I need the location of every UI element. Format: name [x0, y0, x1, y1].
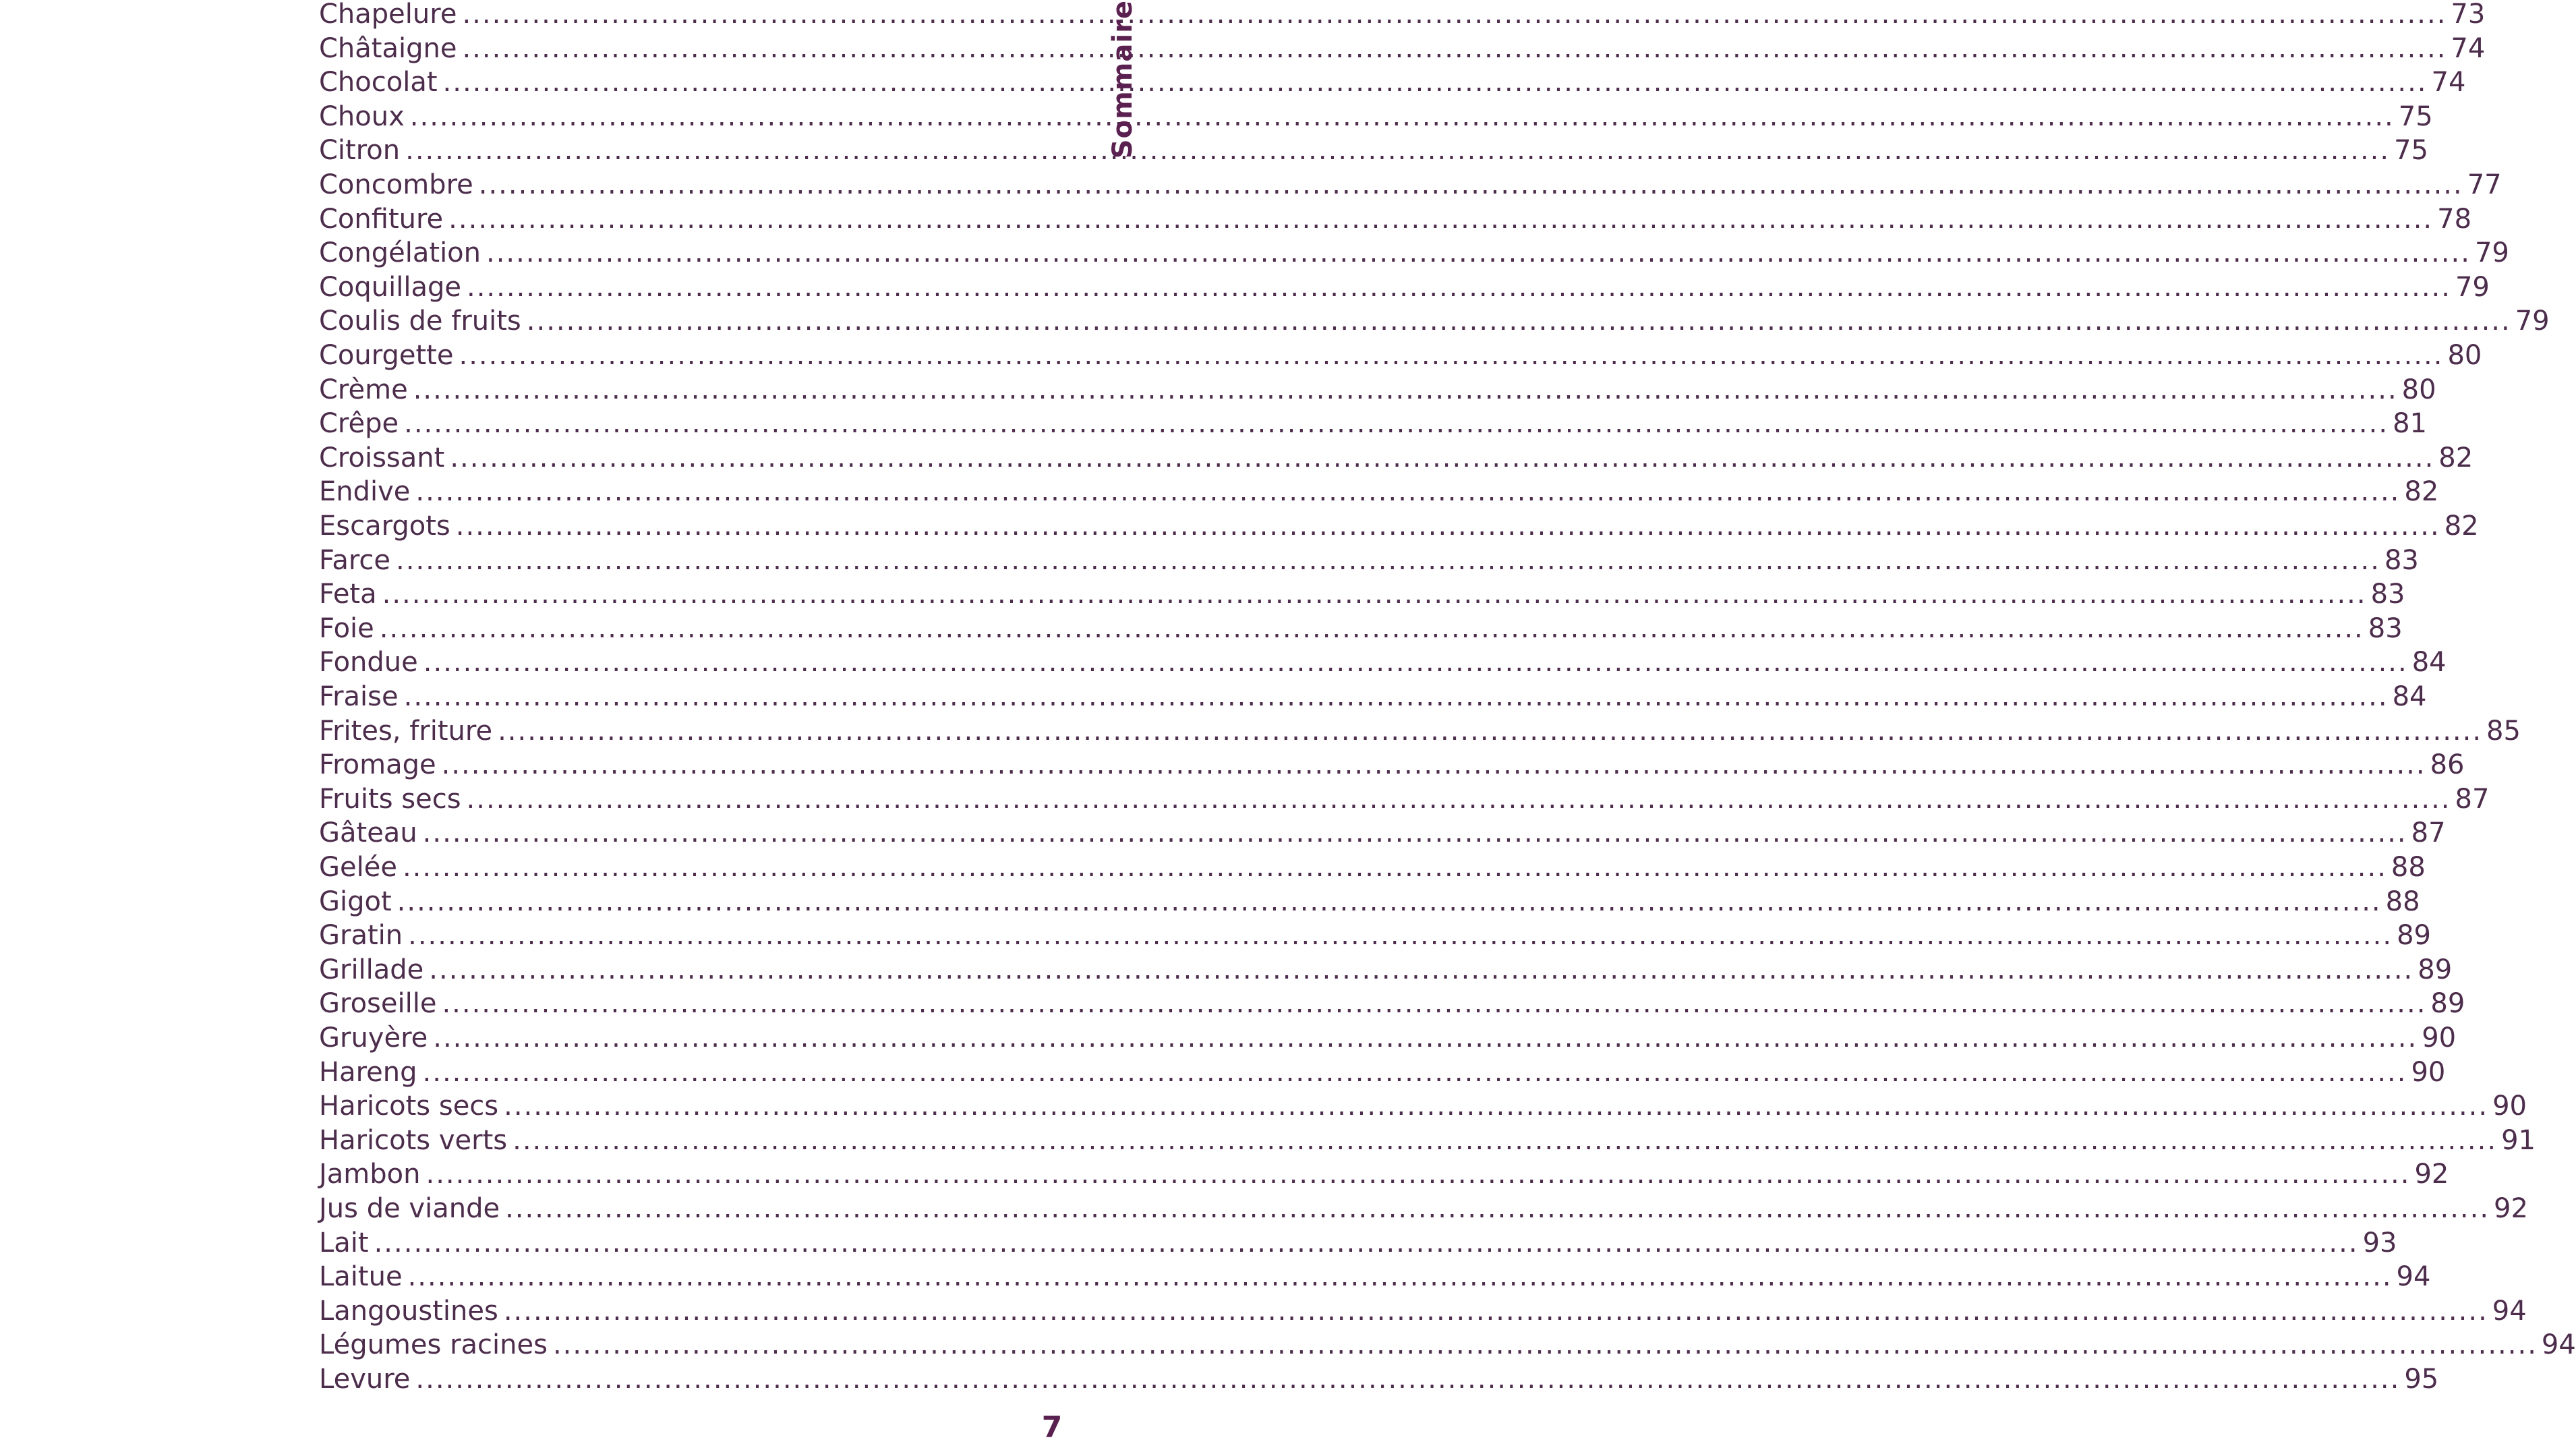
- toc-entry-page: 94: [2541, 1329, 2576, 1361]
- toc-entry-page: 84: [2411, 647, 2447, 678]
- toc-dot-leader: ........................................................................................................................................................................................................: [462, 32, 2447, 64]
- toc-dot-leader: ........................................................................................................................................................................................................: [467, 271, 2451, 303]
- toc-entry-page: 87: [2411, 817, 2446, 849]
- toc-dot-leader: ........................................................................................................................................................................................................: [422, 817, 2407, 849]
- toc-dot-leader: ........................................................................................................................................................................................................: [504, 1091, 2489, 1122]
- toc-entry-label: Gâteau: [319, 817, 417, 849]
- toc-entry-label: Coulis de fruits: [319, 306, 521, 337]
- toc-entry-page: 83: [2368, 612, 2403, 644]
- toc-entry[interactable]: [319, 919, 2431, 953]
- toc-dot-leader: ........................................................................................................................................................................................................: [450, 442, 2435, 473]
- toc-entry-page: 89: [2418, 954, 2453, 985]
- toc-entry-label: Gelée: [319, 852, 397, 883]
- toc-entry-page: 92: [2494, 1193, 2528, 1224]
- toc-entry[interactable]: [319, 680, 2427, 714]
- toc-entry-page: 94: [2396, 1261, 2431, 1293]
- toc-entry-label: Chocolat: [319, 67, 438, 98]
- toc-dot-leader: ........................................................................................................................................................................................................: [415, 1364, 2401, 1395]
- toc-entry[interactable]: [319, 1328, 2576, 1362]
- toc-entry-page: 82: [2438, 442, 2473, 473]
- toc-entry-label: Crêpe: [319, 408, 399, 440]
- toc-entry-label: Croissant: [319, 442, 445, 473]
- toc-entry-page: 78: [2437, 203, 2472, 235]
- toc-entry[interactable]: [319, 475, 2439, 509]
- toc-entry-label: Hareng: [319, 1056, 417, 1088]
- toc-entry[interactable]: [319, 32, 2486, 66]
- toc-entry-page: 80: [2401, 374, 2436, 405]
- toc-entry-label: Gruyère: [319, 1022, 428, 1053]
- toc-entry-label: Jambon: [319, 1159, 421, 1190]
- toc-dot-leader: ........................................................................................................................................................................................................: [396, 544, 2380, 576]
- toc-dot-leader: ........................................................................................................................................................................................................: [526, 306, 2511, 337]
- toc-dot-leader: ........................................................................................................................................................................................................: [422, 1056, 2407, 1088]
- toc-dot-leader: ........................................................................................................................................................................................................: [374, 1227, 2359, 1259]
- page-number: 7: [1041, 1410, 1063, 1445]
- toc-entry-page: 81: [2393, 408, 2427, 440]
- toc-dot-leader: ........................................................................................................................................................................................................: [415, 476, 2401, 508]
- toc-entry[interactable]: [319, 714, 2521, 749]
- toc-dot-leader: ........................................................................................................................................................................................................: [466, 783, 2451, 815]
- toc-entry-label: Congélation: [319, 237, 481, 269]
- toc-entry-label: Grillade: [319, 954, 424, 985]
- toc-entry-label: Foie: [319, 612, 374, 644]
- toc-entry[interactable]: [319, 270, 2490, 305]
- toc-entry-label: Coquillage: [319, 271, 461, 303]
- toc-entry-label: Confiture: [319, 203, 444, 235]
- toc-dot-leader: ........................................................................................................................................................................................................: [455, 511, 2440, 542]
- toc-entry-page: 85: [2486, 715, 2521, 747]
- toc-entry-page: 94: [2492, 1295, 2527, 1327]
- toc-entry-label: Crème: [319, 374, 408, 405]
- toc-entry-page: 83: [2384, 544, 2419, 576]
- toc-entry-label: Jus de viande: [319, 1193, 500, 1224]
- toc-dot-leader: ........................................................................................................................................................................................................: [382, 579, 2367, 610]
- toc-entry[interactable]: [319, 100, 2433, 134]
- toc-entry-page: 89: [2430, 988, 2465, 1020]
- toc-entry-label: Gratin: [319, 920, 403, 952]
- toc-entry-label: Choux: [319, 100, 405, 132]
- toc-entry-page: 74: [2451, 32, 2486, 64]
- toc-entry-page: 82: [2404, 476, 2439, 508]
- toc-entry-page: 84: [2392, 681, 2427, 712]
- toc-dot-leader: ........................................................................................................................................................................................................: [462, 0, 2447, 30]
- toc-entry-page: 82: [2444, 511, 2479, 542]
- toc-entry[interactable]: [319, 953, 2453, 987]
- toc-entry[interactable]: [319, 1226, 2397, 1261]
- toc-dot-leader: ........................................................................................................................................................................................................: [486, 237, 2471, 269]
- toc-entry[interactable]: [319, 612, 2403, 646]
- toc-dot-leader: ........................................................................................................................................................................................................: [498, 715, 2483, 747]
- toc-entry-page: 86: [2430, 749, 2465, 781]
- toc-entry-label: Lait: [319, 1227, 369, 1259]
- toc-entry-label: Laitue: [319, 1261, 403, 1293]
- toc-entry[interactable]: [319, 373, 2436, 407]
- toc-dot-leader: ........................................................................................................................................................................................................: [505, 1193, 2490, 1224]
- toc-entry-page: 88: [2385, 886, 2420, 917]
- toc-entry-page: 90: [2422, 1022, 2457, 1053]
- toc-dot-leader: ........................................................................................................................................................................................................: [503, 1295, 2488, 1327]
- toc-entry[interactable]: [319, 1260, 2431, 1294]
- toc-dot-leader: ........................................................................................................................................................................................................: [513, 1124, 2498, 1156]
- toc-entry[interactable]: [319, 1089, 2527, 1124]
- toc-entry-label: Levure: [319, 1364, 411, 1395]
- toc-entry-label: Gigot: [319, 886, 392, 917]
- toc-dot-leader: ........................................................................................................................................................................................................: [426, 1159, 2411, 1190]
- toc-dot-leader: ........................................................................................................................................................................................................: [413, 374, 2398, 405]
- toc-entry-page: 90: [2492, 1091, 2527, 1122]
- toc-entry[interactable]: [319, 441, 2473, 475]
- toc-entry-page: 89: [2397, 920, 2431, 952]
- toc-entry[interactable]: [319, 407, 2427, 441]
- toc-dot-leader: ........................................................................................................................................................................................................: [441, 749, 2426, 781]
- toc-entry[interactable]: [319, 65, 2466, 100]
- toc-entry-page: 79: [2515, 306, 2550, 337]
- toc-entry-label: Farce: [319, 544, 391, 576]
- toc-dot-leader: ........................................................................................................................................................................................................: [433, 1022, 2418, 1053]
- toc-entry-page: 80: [2447, 340, 2482, 371]
- toc-entry-label: Endive: [319, 476, 411, 508]
- toc-dot-leader: ........................................................................................................................................................................................................: [442, 67, 2428, 98]
- toc-entry[interactable]: [319, 885, 2420, 919]
- toc-entry-label: Citron: [319, 135, 401, 167]
- toc-dot-leader: ........................................................................................................................................................................................................: [459, 340, 2444, 371]
- toc-entry-page: 92: [2414, 1159, 2449, 1190]
- toc-entry-label: Haricots verts: [319, 1124, 508, 1156]
- toc-entry-label: Fromage: [319, 749, 436, 781]
- toc-entry-page: 73: [2451, 0, 2486, 30]
- toc-entry-label: Langoustines: [319, 1295, 498, 1327]
- toc-entry[interactable]: [319, 168, 2502, 202]
- side-title-text: Sommaire: [1107, 0, 1138, 159]
- toc-entry[interactable]: [319, 782, 2490, 817]
- toc-entry[interactable]: [319, 987, 2465, 1021]
- toc-entry-page: 77: [2467, 169, 2502, 200]
- toc-entry[interactable]: [319, 1021, 2457, 1055]
- toc-entry[interactable]: [319, 1157, 2449, 1192]
- side-section-title: [1103, 0, 1143, 162]
- toc-entry-label: Chapelure: [319, 0, 457, 30]
- toc-entry-page: 74: [2431, 67, 2466, 98]
- toc-entry-label: Frites, friture: [319, 715, 493, 747]
- toc-entry-page: 88: [2391, 852, 2426, 883]
- toc-entry-page: 91: [2501, 1124, 2536, 1156]
- toc-dot-leader: ........................................................................................................................................................................................................: [448, 203, 2434, 235]
- toc-entry-label: Fondue: [319, 647, 418, 678]
- toc-entry-label: Fraise: [319, 681, 399, 712]
- toc-dot-leader: ........................................................................................................................................................................................................: [379, 612, 2364, 644]
- toc-entry-label: Courgette: [319, 340, 454, 371]
- toc-dot-leader: ........................................................................................................................................................................................................: [442, 988, 2427, 1020]
- toc-entry[interactable]: [319, 816, 2446, 850]
- toc-entry[interactable]: [319, 339, 2482, 373]
- toc-entry[interactable]: [319, 544, 2419, 578]
- toc-dot-leader: ........................................................................................................................................................................................................: [409, 100, 2395, 132]
- toc-dot-leader: ........................................................................................................................................................................................................: [408, 920, 2393, 952]
- toc-entry-page: 95: [2404, 1364, 2439, 1395]
- toc-entry-label: Légumes racines: [319, 1329, 548, 1361]
- toc-entry-label: Châtaigne: [319, 32, 457, 64]
- toc-entry-page: 87: [2455, 783, 2490, 815]
- toc-entry-page: 75: [2394, 135, 2428, 167]
- toc-entry[interactable]: [319, 202, 2472, 237]
- toc-entry[interactable]: [319, 645, 2447, 680]
- toc-entry[interactable]: [319, 134, 2428, 168]
- toc-entry-page: 79: [2474, 237, 2509, 269]
- toc-entry[interactable]: [319, 850, 2426, 885]
- toc-dot-leader: ........................................................................................................................................................................................................: [407, 1261, 2393, 1293]
- toc-entry[interactable]: [319, 509, 2479, 544]
- toc-entry-page: 83: [2370, 579, 2405, 610]
- toc-entry[interactable]: [319, 577, 2405, 612]
- toc-entry-page: 93: [2362, 1227, 2397, 1259]
- toc-dot-leader: ........................................................................................................................................................................................................: [404, 408, 2389, 440]
- toc-entry[interactable]: [319, 1294, 2527, 1329]
- toc-dot-leader: ........................................................................................................................................................................................................: [397, 886, 2382, 917]
- toc-entry-page: 90: [2411, 1056, 2446, 1088]
- toc-dot-leader: ........................................................................................................................................................................................................: [405, 135, 2391, 167]
- toc-entry[interactable]: [319, 748, 2465, 782]
- toc-entry[interactable]: [319, 1362, 2439, 1397]
- toc-entry[interactable]: [319, 304, 2550, 339]
- toc-entry[interactable]: [319, 0, 2486, 32]
- toc-entry[interactable]: [319, 1124, 2536, 1158]
- toc-entry[interactable]: [319, 1055, 2446, 1090]
- toc-dot-leader: ........................................................................................................................................................................................................: [478, 169, 2463, 200]
- toc-entry-label: Feta: [319, 579, 377, 610]
- toc-entry-label: Escargots: [319, 511, 450, 542]
- toc-dot-leader: ........................................................................................................................................................................................................: [429, 954, 2414, 985]
- toc-entry-page: 79: [2455, 271, 2490, 303]
- toc-entry-label: Fruits secs: [319, 783, 461, 815]
- toc-entry-label: Groseille: [319, 988, 437, 1020]
- toc-entry[interactable]: [319, 236, 2509, 270]
- toc-dot-leader: ........................................................................................................................................................................................................: [402, 852, 2387, 883]
- toc-entry-label: Concombre: [319, 169, 473, 200]
- toc-entry-page: 75: [2398, 100, 2433, 132]
- toc-dot-leader: ........................................................................................................................................................................................................: [403, 681, 2389, 712]
- toc-entry-label: Haricots secs: [319, 1091, 499, 1122]
- toc-dot-leader: ........................................................................................................................................................................................................: [423, 647, 2408, 678]
- toc-entry[interactable]: [319, 1192, 2528, 1226]
- toc-dot-leader: ........................................................................................................................................................................................................: [552, 1329, 2538, 1361]
